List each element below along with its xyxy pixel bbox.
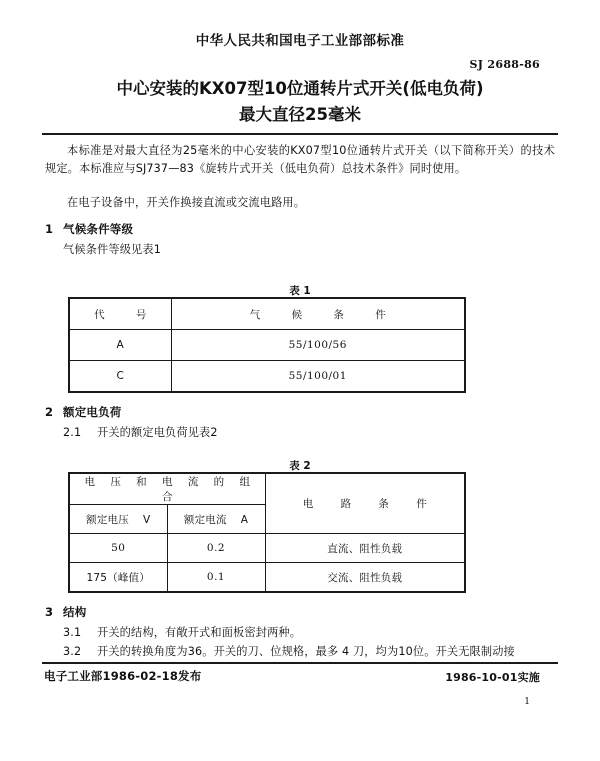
clause-3-1-number: 3.1: [63, 626, 82, 639]
table-2-cell-current-row1: 0.2: [167, 534, 265, 563]
document-title-line-2: 最大直径25毫米: [239, 105, 361, 124]
usage-paragraph: 在电子设备中，开关作换接直流或交流电路用。: [67, 196, 306, 209]
table-2-header-circuit-condition: 电 路 条 件: [265, 473, 465, 534]
clause-3-1-text: 开关的结构，有敞开式和面板密封两种。: [97, 626, 302, 639]
table-2-cell-voltage-row2: 175（峰值）: [69, 563, 167, 593]
table-1-cell-condition-c: 55/100/01: [171, 361, 465, 393]
table-row: [69, 361, 465, 393]
table-row: [69, 563, 465, 593]
table-2-cell-condition-row1: 直流、阻性负载: [265, 534, 465, 563]
table-row: [69, 298, 465, 330]
issuing-organization: 中华人民共和国电子工业部部标准: [195, 33, 405, 49]
table-1-cell-condition-a: 55/100/56: [171, 330, 465, 361]
section-1-number: 1: [45, 222, 54, 236]
section-1-title: 气候条件等级: [63, 222, 134, 236]
table-2-subheader-voltage-label: 额定电压: [86, 513, 129, 526]
clause-3-2-number: 3.2: [63, 645, 82, 658]
table-row: [69, 534, 465, 563]
intro-paragraph: 本标准是对最大直径为25毫米的中心安装的KX07型10位通转片式开关（以下简称开关）的技术规定。本标准应与SJ737—83《旋转片式开关（低电负荷）总技术条件》同时使用。: [45, 144, 555, 175]
section-3-title: 结构: [63, 605, 87, 619]
document-title-line-1: 中心安装的KX07型10位通转片式开关(低电负荷): [116, 79, 484, 98]
table-1-caption: 表 1: [289, 285, 311, 297]
section-3-heading: [45, 604, 86, 620]
footer-effective-info: 1986-10-01实施: [445, 671, 540, 684]
section-1-text: 气候条件等级见表1: [63, 243, 161, 256]
table-2-subheader-current-label: 额定电流: [183, 513, 227, 526]
table-1-climate-conditions: [68, 297, 466, 393]
table-2-cell-voltage-row1: 50: [69, 534, 167, 563]
clause-2-1-number: 2.1: [63, 426, 82, 439]
clause-3-2-text: 开关的转换角度为36。开关的刀、位规格，最多 4 刀，均为10位。开关无限制动接: [97, 645, 515, 658]
table-1-cell-code-c: C: [69, 361, 171, 393]
header-divider-rule: [42, 133, 558, 135]
footer-issue-info: 电子工业部1986-02-18发布: [44, 669, 202, 683]
table-2-cell-condition-row2: 交流、阻性负载: [265, 563, 465, 593]
clause-2-1-text: 开关的额定电负荷见表2: [97, 426, 218, 439]
table-2-subheader-voltage: [69, 505, 167, 534]
table-row: [69, 473, 465, 505]
section-2-heading: [45, 404, 122, 420]
table-2-rated-load: [68, 472, 466, 593]
table-2-group-header: 电 压 和 电 流 的 组 合: [69, 473, 265, 505]
section-3-clause-3-1: [63, 624, 301, 640]
section-1-heading: [45, 221, 133, 237]
section-2-clause-2-1: [63, 424, 218, 440]
table-2-subheader-voltage-unit: V: [142, 513, 151, 526]
table-1-header-condition: 气 候 条 件: [171, 298, 465, 330]
standard-number: SJ 2688-86: [469, 58, 540, 71]
table-2-caption: 表 2: [289, 460, 311, 472]
table-1-header-code: 代 号: [69, 298, 171, 330]
page-number: 1: [524, 697, 530, 707]
section-3-number: 3: [45, 605, 54, 619]
section-3-clause-3-2: [63, 643, 515, 659]
footer-divider-rule: [42, 662, 558, 664]
table-2-subheader-current: [167, 505, 265, 534]
table-row: [69, 330, 465, 361]
table-1-cell-code-a: A: [69, 330, 171, 361]
section-2-title: 额定电负荷: [63, 405, 122, 419]
table-2-cell-current-row2: 0.1: [167, 563, 265, 593]
section-2-number: 2: [45, 405, 54, 419]
table-2-subheader-current-unit: A: [240, 513, 249, 526]
